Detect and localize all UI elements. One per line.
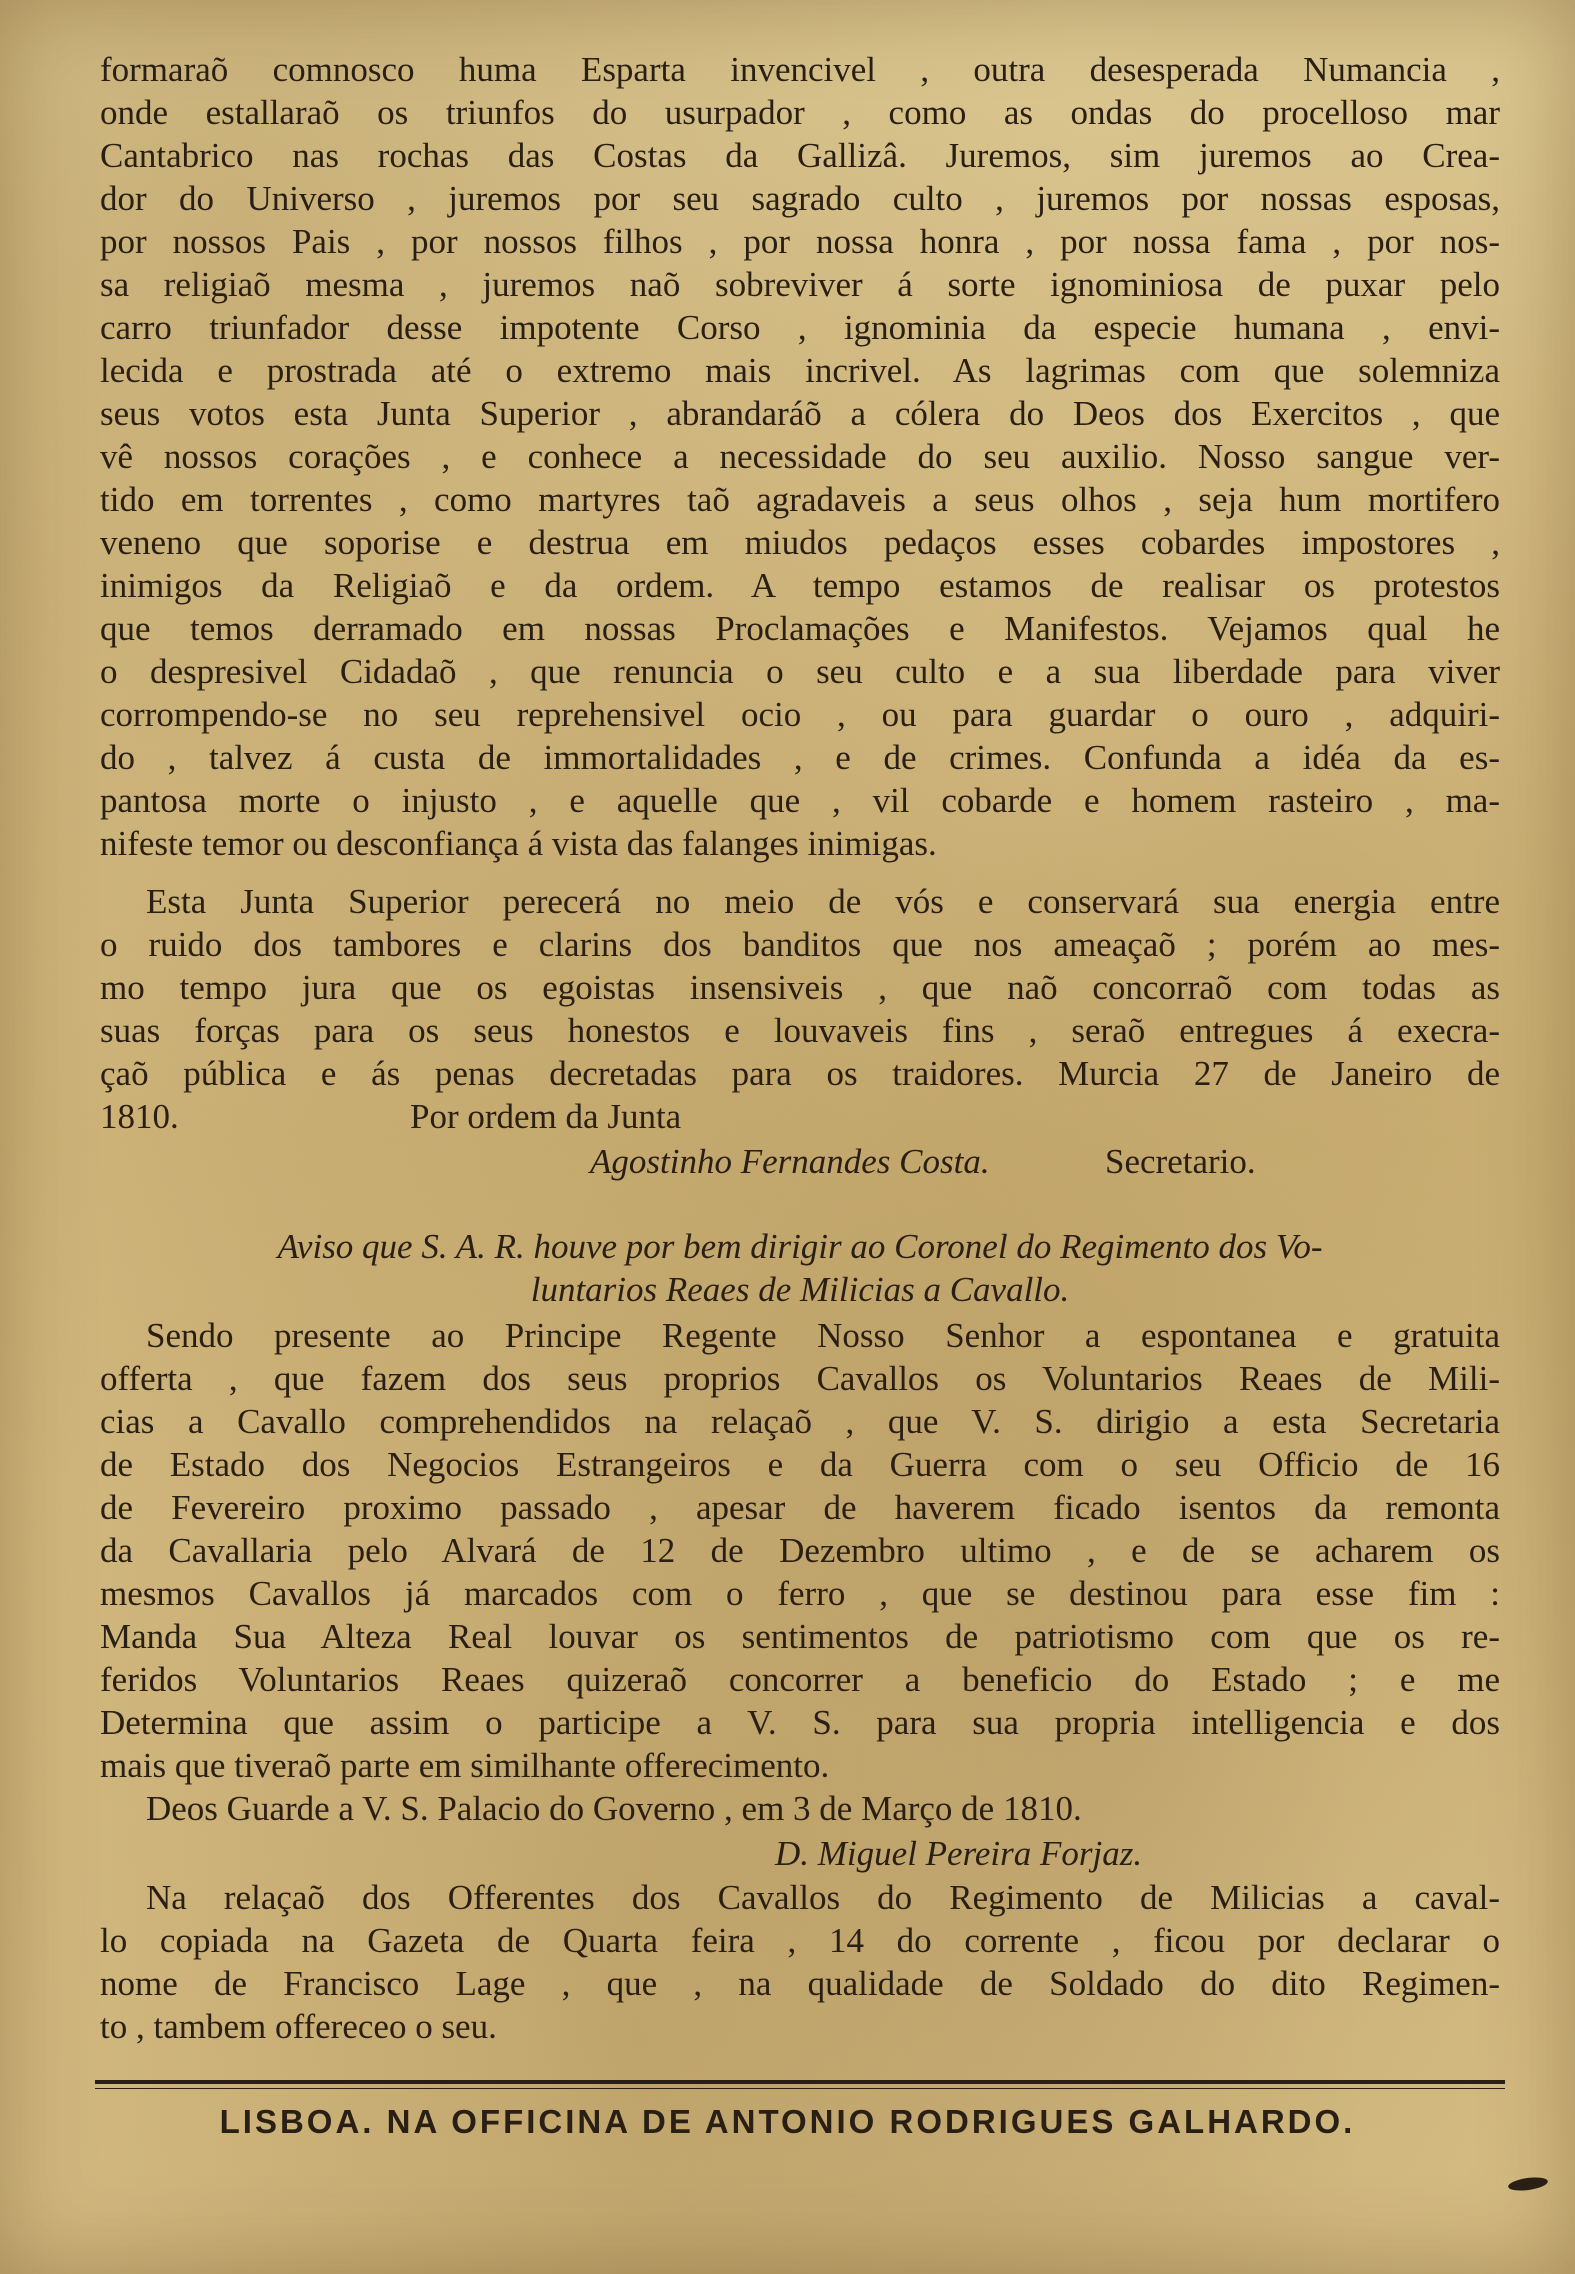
text-line: offerta , que fazem dos seus proprios Cavallos os Voluntarios Reaes de Mili- (100, 1359, 1500, 1398)
order-line: Por ordem da Junta (410, 1097, 682, 1136)
text-line: sa religiaõ mesma , juremos naõ sobreviver á sorte ignominiosa de puxar pelo (100, 265, 1500, 304)
text-line: formaraõ comnosco huma Esparta invencivel , outra desesperada Numancia , (100, 50, 1500, 89)
ink-blot (1507, 2175, 1548, 2192)
text-line: corrompendo-se no seu reprehensivel ocio , ou para guardar o ouro , adquiri- (100, 695, 1500, 734)
signer-name: D. Miguel Pereira Forjaz. (775, 1834, 1143, 1873)
text-line: pantosa morte o injusto , e aquelle que , vil cobarde e homem rasteiro , ma- (100, 781, 1500, 820)
text-line: Na relaçaõ dos Offerentes dos Cavallos do Regimento de Milicias a caval- (146, 1878, 1500, 1917)
text-line: Esta Junta Superior perecerá no meio de vós e conservará sua energia entre (146, 882, 1500, 921)
text-line: do , talvez á custa de immortalidades , e de crimes. Confunda a idéa da es- (100, 738, 1500, 777)
text-line: Manda Sua Alteza Real louvar os sentimentos de patriotismo com que os re- (100, 1617, 1500, 1656)
secretary-title: Secretario. (1105, 1142, 1256, 1181)
text-line: nifeste temor ou desconfiança á vista das falanges inimigas. (100, 824, 937, 863)
text-line: que temos derramado em nossas Proclamações e Manifestos. Vejamos qual he (100, 609, 1500, 648)
text-line: mais que tiveraõ parte em similhante offerecimento. (100, 1746, 830, 1785)
closing-line: Deos Guarde a V. S. Palacio do Governo , em 3 de Março de 1810. (146, 1789, 1082, 1828)
text-line: da Cavallaria pelo Alvará de 12 de Dezembro ultimo , e de se acharem os (100, 1531, 1500, 1570)
text-line: de Fevereiro proximo passado , apesar de haverem ficado isentos da remonta (100, 1488, 1500, 1527)
text-line: çaõ pública e ás penas decretadas para os traidores. Murcia 27 de Janeiro de (100, 1054, 1500, 1093)
text-line: dor do Universo , juremos por seu sagrado culto , juremos por nossas esposas, (100, 179, 1500, 218)
text-line: veneno que soporise e destrua em miudos pedaços esses cobardes impostores , (100, 523, 1500, 562)
text-line: suas forças para os seus honestos e louvaveis fins , seraõ entregues á execra- (100, 1011, 1500, 1050)
secretary-name: Agostinho Fernandes Costa. (590, 1142, 990, 1181)
text-line: onde estallaraõ os triunfos do usurpador , como as ondas do procelloso mar (100, 93, 1500, 132)
text-line: lo copiada na Gazeta de Quarta feira , 14 do corrente , ficou por declarar o (100, 1921, 1500, 1960)
text-line: Sendo presente ao Principe Regente Nosso Senhor a espontanea e gratuita (146, 1316, 1500, 1355)
divider-rule-thin (95, 2088, 1505, 2089)
text-line: nome de Francisco Lage , que , na qualidade de Soldado do dito Regimen- (100, 1964, 1500, 2003)
text-line: lecida e prostrada até o extremo mais incrivel. As lagrimas com que solemniza (100, 351, 1500, 390)
text-line: inimigos da Religiaõ e da ordem. A tempo estamos de realisar os protestos (100, 566, 1500, 605)
divider-rule (95, 2080, 1505, 2084)
notice-heading-line-1: Aviso que S. A. R. houve por bem dirigir ao Coronel do Regimento dos Vo- (277, 1227, 1323, 1266)
text-line: de Estado dos Negocios Estrangeiros e da Guerra com o seu Officio de 16 (100, 1445, 1500, 1484)
text-line: seus votos esta Junta Superior , abrandaráõ a cólera do Deos dos Exercitos , que (100, 394, 1500, 433)
text-line: carro triunfador desse impotente Corso , ignominia da especie humana , envi- (100, 308, 1500, 347)
text-line: Determina que assim o participe a V. S. para sua propria intelligencia e dos (100, 1703, 1500, 1742)
printer-imprint: LISBOA. NA OFFICINA DE ANTONIO RODRIGUES GALHARDO. (219, 2103, 1356, 2140)
text-line: o ruido dos tambores e clarins dos banditos que nos ameaçaõ ; porém ao mes- (100, 925, 1500, 964)
text-line: mesmos Cavallos já marcados com o ferro , que se destinou para esse fim : (100, 1574, 1500, 1613)
text-line: tido em torrentes , como martyres taõ agradaveis a seus olhos , seja hum mortifero (100, 480, 1500, 519)
text-line: to , tambem offereceo o seu. (100, 2007, 497, 2046)
text-line: o despresivel Cidadaõ , que renuncia o seu culto e a sua liberdade para viver (100, 652, 1500, 691)
notice-heading-line-2: luntarios Reaes de Milicias a Cavallo. (530, 1270, 1070, 1309)
text-line: vê nossos corações , e conhece a necessidade do seu auxilio. Nosso sangue ver- (100, 437, 1500, 476)
date-year: 1810. (100, 1097, 179, 1136)
text-line: mo tempo jura que os egoistas insensiveis , que naõ concorraõ com todas as (100, 968, 1500, 1007)
text-line: Cantabrico nas rochas das Costas da Gallizâ. Juremos, sim juremos ao Crea- (100, 136, 1500, 175)
text-line: por nossos Pais , por nossos filhos , por nossa honra , por nossa fama , por nos- (100, 222, 1500, 261)
text-line: cias a Cavallo comprehendidos na relaçaõ , que V. S. dirigio a esta Secretaria (100, 1402, 1500, 1441)
text-line: feridos Voluntarios Reaes quizeraõ concorrer a beneficio do Estado ; e me (100, 1660, 1500, 1699)
